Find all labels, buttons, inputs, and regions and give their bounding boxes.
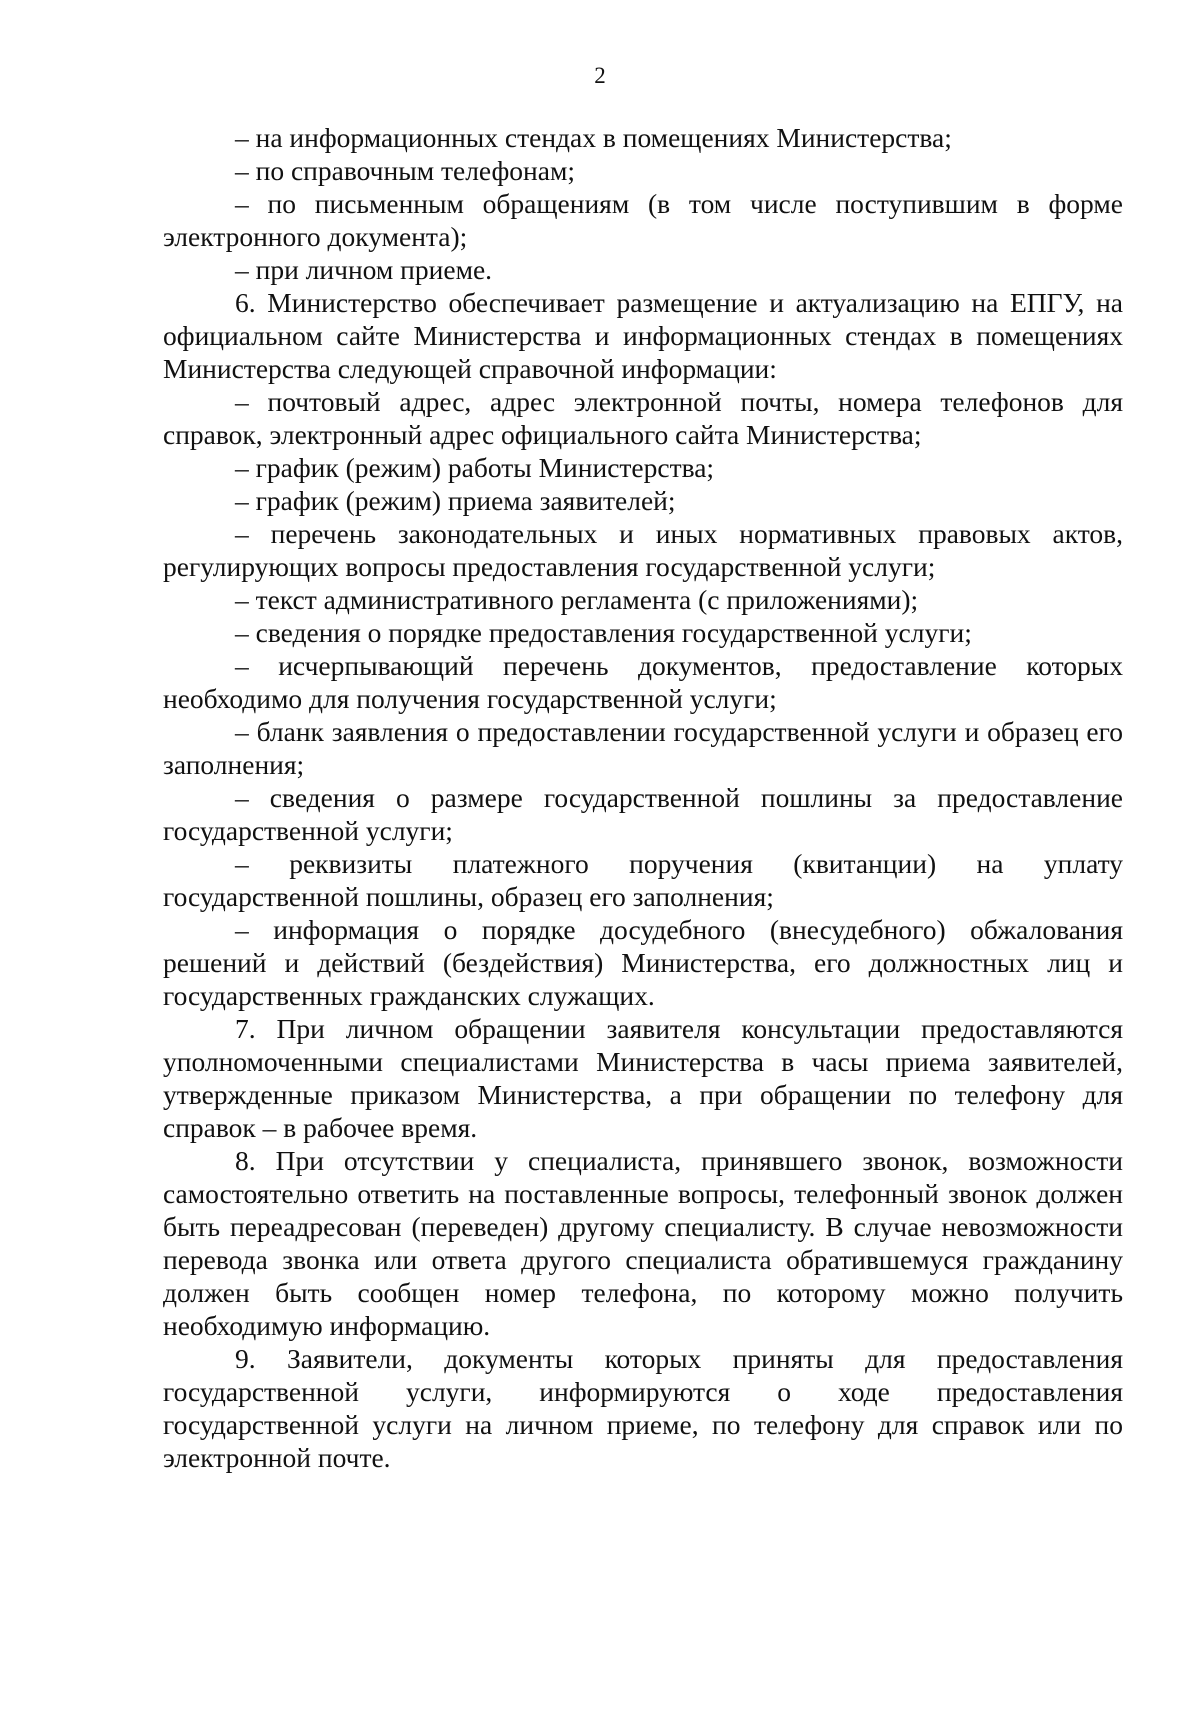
list-item-procedure-info: – сведения о порядке предоставления государственной услуги;: [235, 617, 972, 648]
list-item-reference-phones: – по справочным телефонам;: [235, 155, 576, 186]
list-item-application-form: – бланк заявления о предоставлении государственной услуги и образец его заполнения;: [163, 716, 1123, 780]
clause-7: 7. При личном обращении заявителя консультации предоставляются уполномоченными специалистами Министерства в часы приема заявителей, утвержденные приказом Министерства, а при обращении по телефону для справок – в рабочее время.: [163, 1013, 1123, 1143]
clause-6: 6. Министерство обеспечивает размещение и актуализацию на ЕПГУ, на официальном сайте Министерства и информационных стендах в помещениях Министерства следующей справочной информации:: [163, 287, 1123, 384]
document-body: [163, 121, 1123, 1474]
list-item-documents-list: – исчерпывающий перечень документов, предоставление которых необходимо для получения государственной услуги;: [163, 650, 1123, 714]
clause-8: 8. При отсутствии у специалиста, принявшего звонок, возможности самостоятельно ответить на поставленные вопросы, телефонный звонок должен быть переадресован (переведен) другому специалисту. В случае невозможности перевода звонка или ответа другого специалиста обратившемуся гражданину должен быть сообщен номер телефона, по которому можно получить необходимую информацию.: [163, 1145, 1123, 1341]
list-item-regulation-text: – текст административного регламента (с приложениями);: [235, 584, 919, 615]
list-item-reception-schedule: – график (режим) приема заявителей;: [235, 485, 676, 516]
list-item-legal-acts: – перечень законодательных и иных нормативных правовых актов, регулирующих вопросы предоставления государственной услуги;: [163, 518, 1123, 582]
list-item-fee-info: – сведения о размере государственной пошлины за предоставление государственной услуги;: [163, 782, 1123, 846]
clause-9: 9. Заявители, документы которых приняты для предоставления государственной услуги, информируются о ходе предоставления государственной услуги на личном приеме, по телефону для справок или по электронной почте.: [163, 1343, 1123, 1473]
list-item-payment-details: – реквизиты платежного поручения (квитанции) на уплату государственной пошлины, образец его заполнения;: [163, 848, 1123, 912]
list-item-info-stands: – на информационных стендах в помещениях Министерства;: [235, 122, 952, 153]
list-item-appeal-procedure: – информация о порядке досудебного (внесудебного) обжалования решений и действий (бездействия) Министерства, его должностных лиц и государственных гражданских служащих.: [163, 914, 1123, 1011]
list-item-contacts: – почтовый адрес, адрес электронной почты, номера телефонов для справок, электронный адрес официального сайта Министерства;: [163, 386, 1123, 450]
list-item-written-requests: – по письменным обращениям (в том числе поступившим в форме электронного документа);: [163, 188, 1123, 252]
page-number: 2: [594, 63, 606, 88]
list-item-work-schedule: – график (режим) работы Министерства;: [235, 452, 715, 483]
list-item-personal-reception: – при личном приеме.: [235, 254, 493, 285]
